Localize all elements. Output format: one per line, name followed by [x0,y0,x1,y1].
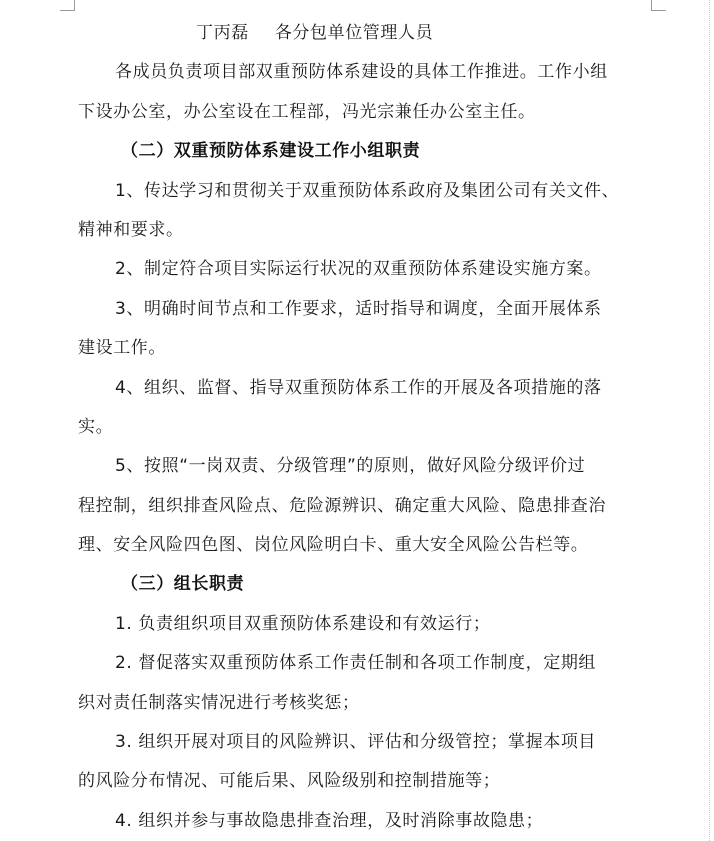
intro-line: 各成员负责项目部双重预防体系建设的具体工作推进。工作小组 [115,62,608,83]
paragraph-line: 织对责任制落实情况进行考核奖惩； [78,692,360,713]
document-body [78,14,652,841]
intro-line: 下设办公室，办公室设在工程部，冯光宗兼任办公室主任。 [78,101,536,122]
paragraph-line: 3. 组织开展对项目的风险辨识、评估和分级管控；掌握本项目 [115,732,597,753]
paragraph-line: 1. 负责组织项目双重预防体系建设和有效运行； [115,613,491,634]
section-heading: （二）双重预防体系建设工作小组职责 [121,141,421,162]
paragraph-line: 精神和要求。 [78,219,184,240]
staff-line [78,14,652,53]
paragraph-line: 程控制，组织排查风险点、危险源辨识、确定重大风险、隐患排查治 [78,495,606,516]
margin-corner-mark-right [651,0,666,11]
paragraph-line: 理、安全风险四色图、岗位风险明白卡、重大安全风险公告栏等。 [78,535,589,556]
margin-corner-mark-left [60,0,75,11]
staff-names: 丁丙磊 [196,23,249,43]
paragraph-line: 2、制定符合项目实际运行状况的双重预防体系建设实施方案。 [115,259,602,280]
paragraph-line: 实。 [78,416,114,437]
section-heading: （三）组长职责 [121,574,245,595]
paragraph-line: 的风险分布情况、可能后果、风险级别和控制措施等； [78,771,501,792]
paragraph-line: 2. 督促落实双重预防体系工作责任制和各项工作制度，定期组 [115,653,597,674]
paragraph-line: 4、组织、监督、指导双重预防体系工作的开展及各项措施的落 [115,377,602,398]
staff-role: 各分包单位管理人员 [274,23,434,43]
paragraph-line: 3、明确时间节点和工作要求，适时指导和调度，全面开展体系 [115,298,602,319]
page-edge-line [709,0,710,841]
paragraph-line: 4. 组织并参与事故隐患排查治理，及时消除事故隐患； [115,810,544,831]
paragraph-line: 1、传达学习和贯彻关于双重预防体系政府及集团公司有关文件、 [115,180,620,201]
paragraph-line: 5、按照“一岗双责、分级管理”的原则，做好风险分级评价过 [115,456,586,477]
paragraph-line: 建设工作。 [78,338,166,359]
